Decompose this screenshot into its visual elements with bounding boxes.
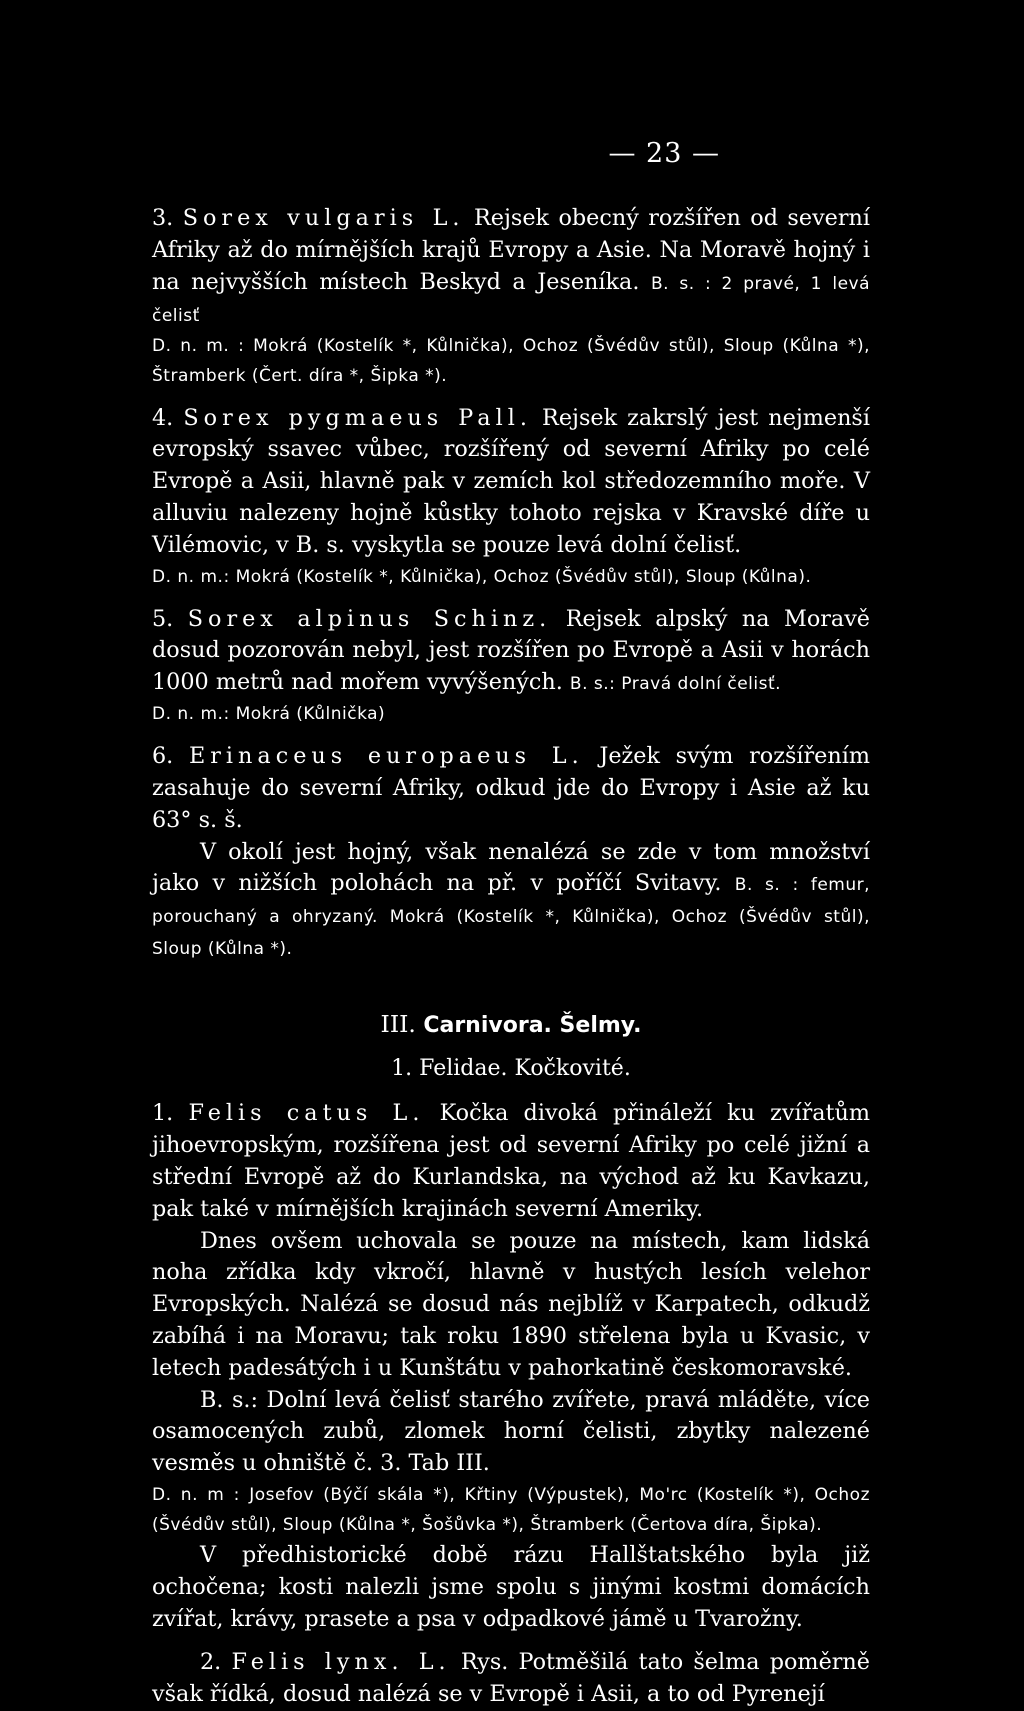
subsection-heading: 1. Felidae. Kočkovité. — [391, 1056, 631, 1082]
entry-text: V okolí jest hojný, však nenalézá se zde v tom množství jako v nižších polohách na př. v poříčí Svitavy. — [152, 838, 870, 897]
entry-erinaceus — [152, 741, 870, 836]
page-content — [152, 138, 870, 1711]
entry-number: 4. — [152, 404, 174, 431]
paragraph: V předhistorické době rázu Hallštatského byla již ochočena; kosti nalezli jsme spolu s jinými kostmi domácích zvířat, krávy, prasete a psa v odpadkové jámě u Tvarožny. — [152, 1541, 870, 1632]
species-name: Sorex pygmaeus Pall. — [183, 404, 532, 431]
entry-number: 3. — [152, 205, 174, 231]
entry-text: Ježek svým rozšířením zasahuje do severní Afriky, odkud jde do Evropy i Asie až ku 63° s. š. — [152, 743, 871, 833]
species-name: Erinaceus europaeus L. — [188, 743, 584, 770]
entry-number: 2. — [200, 1649, 222, 1676]
entry-bs: B. s.: Pravá dolní čelisť. — [569, 674, 782, 695]
species-name: Sorex alpinus Schinz. — [187, 605, 552, 632]
entry-localities: D. n. m.: Mokrá (Kostelík *, Kůlnička), Ochoz (Švédův stůl), Sloup (Kůlna). — [152, 566, 812, 587]
entry-erinaceus-paragraph — [152, 837, 870, 965]
species-name: Sorex vulgaris L. — [182, 205, 465, 231]
entry-text: Rys. Potměšilá tato šelma poměrně však řídká, dosud nalézá se v Evropě i Asii, a to od Pyrenejí — [152, 1649, 870, 1708]
entry-text: Kočka divoká přináleží ku zvířatům jihoevropským, rozšířena jest od severní Afriky po celé jižní a střední Evropě až do Kurlandska, na východ až ku Kavkazu, pak také v mírnějších krajinách severní Ameriky. — [152, 1100, 871, 1222]
entry-text: Rejsek zakrslý jest nejmenší evropský ssavec vůbec, rozšířený od severní Afriky po celé Evropě a Asii, hlavně pak v zemích kol středozemního moře. V alluviu nalezeny hojně kůstky tohoto rejska v Kravské díře u Vilémovic, v B. s. vyskytla se pouze levá dolní čelisť. — [152, 404, 871, 558]
entry-bs: B. s. : femur, porouchaný a ohryzaný. Mokrá (Kostelík *, Kůlnička), Ochoz (Švédův stůl), Sloup (Kůlna *). — [152, 875, 871, 960]
entry-localities: D. n. m. : Mokrá (Kostelík *, Kůlnička), Ochoz (Švédův stůl), Sloup (Kůlna *), Štramberk (Čert. díra *, Šipka *). — [152, 335, 870, 386]
entry-bs: B. s. : 2 pravé, 1 levá čelisť — [152, 273, 871, 326]
entry-localities: D. n. m.: Mokrá (Kůlnička) — [152, 704, 386, 725]
section-numeral: III. — [380, 1010, 416, 1039]
entry-number: 1. — [152, 1100, 174, 1127]
entry-felis-catus — [152, 1098, 870, 1225]
page-number: — 23 — — [608, 138, 720, 169]
entry-sorex-pygmaeus — [152, 403, 870, 562]
section-title: Carnivora. Šelmy. — [423, 1013, 642, 1039]
entry-text: Rejsek alpský na Moravě dosud pozorován nebyl, jest rozšířen po Evropě a Asii v horách 1000 metrů nad mořem vyvýšených. — [152, 605, 871, 696]
entry-sorex-vulgaris — [152, 203, 870, 331]
entry-number: 6. — [152, 743, 174, 770]
species-name: Felis lynx. L. — [231, 1649, 451, 1676]
paragraph: Dnes ovšem uchovala se pouze na místech, kam lidská noha zřídka kdy vkročí, hlavně v hustých lesích velehor Evropských. Nalézá se dosud nás nejblíž v Karpatech, odkudž zabíhá i na Moravu; tak roku 1890 střelena byla u Kvasic, v letech padesátých i u Kunštátu v pahorkatině českomoravské. — [152, 1227, 870, 1381]
entry-text: Rejsek obecný rozšířen od severní Afriky až do mírnějších krajů Evropy a Asie. Na Moravě hojný i na nejvyšších místech Beskyd a Jeseníka. — [152, 205, 871, 295]
section-heading — [152, 1008, 870, 1042]
entry-number: 5. — [152, 605, 174, 632]
entry-sorex-alpinus — [152, 604, 870, 700]
species-name: Felis catus L. — [188, 1100, 425, 1127]
paragraph: B. s.: Dolní levá čelisť starého zvířete, pravá mláděte, více osamocených zubů, zlomek horní čelisti, zbytky nalezené vesměs u ohniště č. 3. Tab III. — [152, 1386, 870, 1477]
entry-localities: D. n. m : Josefov (Býčí skála *), Křtiny (Výpustek), Mo'rc (Kostelík *), Ochoz (Švédův stůl), Sloup (Kůlna *, Šošůvka *), Štramberk (Čertova díra, Šipka). — [152, 1484, 870, 1535]
entry-felis-lynx — [152, 1647, 870, 1711]
